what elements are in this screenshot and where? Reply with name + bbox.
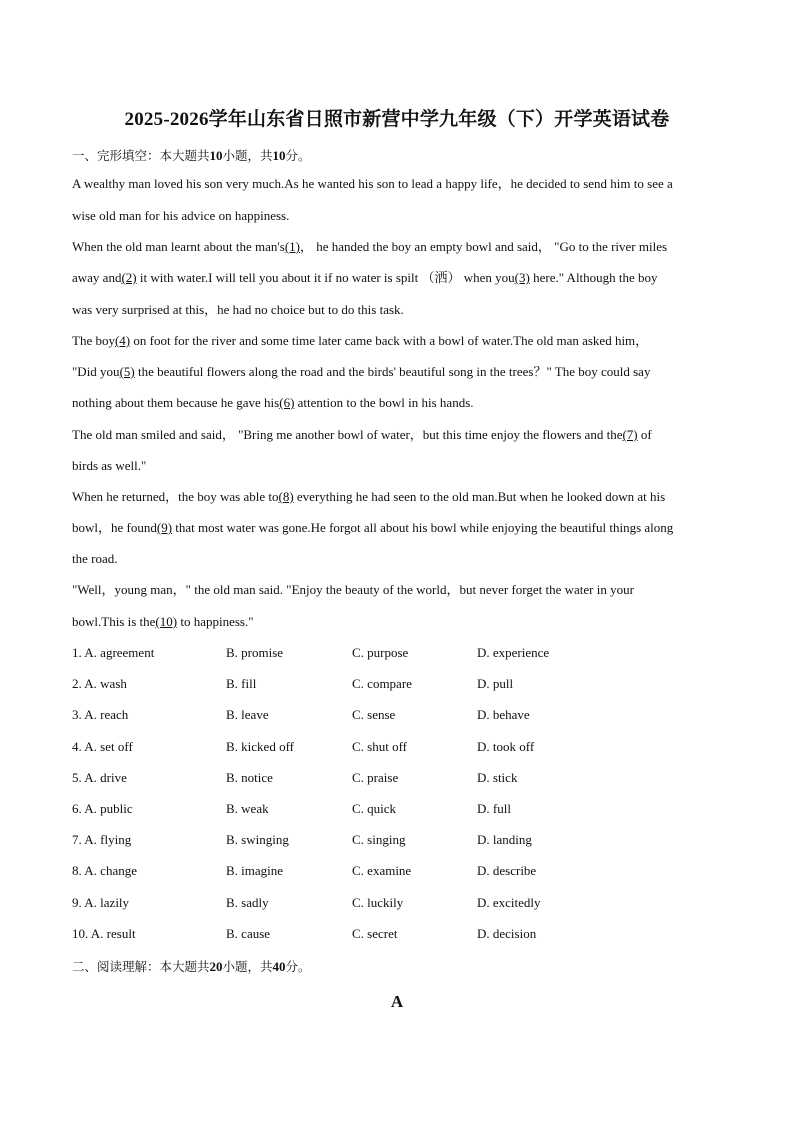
passage-line [72,333,732,349]
option-b: B. fill [226,676,257,692]
blank-marker: (10) [155,614,178,629]
blank-marker: (4) [114,333,131,348]
blank-marker: (6) [279,395,295,410]
option-b: B. kicked off [226,738,294,754]
passage-line [72,302,732,318]
passage-text: of [637,427,652,442]
blank-marker: (5) [119,364,135,379]
option-b: B. cause [226,925,271,941]
option-d: D. decision [477,925,537,941]
option-c: C. compare [352,676,412,692]
passage-text: When he returned，the boy was able to [72,489,279,504]
passage-text: here." Although the boy [529,270,658,285]
option-d: D. took off [477,738,535,754]
passage-line [72,395,732,411]
option-c: C. secret [352,925,398,941]
question-options-row [72,645,732,661]
passage-text: the road. [72,551,118,566]
passage-line [72,520,732,536]
passage-text: nothing about them because he gave his [72,395,280,410]
option-c: C. shut off [352,738,408,754]
option-a: 7. A. flying [72,832,132,848]
passage-text: attention to the bowl in his hands. [294,395,474,410]
passage-line [72,176,732,192]
question-options-row [72,770,732,786]
passage-line [72,208,732,224]
question-options-row [72,926,732,942]
option-a: 10. A. result [72,925,136,941]
passage-text: birds as well." [72,458,147,473]
option-b: B. weak [226,801,269,816]
passage-text: away and [72,270,122,285]
question-options-row [72,676,732,692]
option-a: 1. A. agreement [72,645,155,660]
blank-marker: (3) [514,270,530,285]
option-c: C. luckily [352,894,404,910]
passage-line [72,614,732,630]
passage-text: "Well，young man，" the old man said. "Enjoy the beauty of the world，but never forget the water in your [72,582,634,597]
passage-a-heading: A [390,992,404,1011]
option-d: D. experience [477,645,550,660]
question-options-row [72,895,732,911]
option-b: B. leave [226,707,269,723]
passage-text: to happiness." [177,614,254,629]
question-options-row [72,707,732,723]
option-d: D. pull [477,676,514,692]
passage-text: that most water was gone.He forgot all about his bowl while enjoying the beautiful things along [172,520,674,535]
passage-line [72,458,732,474]
passage-line [72,489,732,505]
option-a: 5. A. drive [72,769,127,785]
option-d: D. landing [477,832,532,848]
passage-line [72,582,732,598]
option-c: C. singing [352,832,406,848]
option-a: 3. A. reach [72,707,129,723]
passage-text: The old man smiled and said， "Bring me another bowl of water，but this time enjoy the flowers and the [72,427,623,442]
blank-marker: (8) [278,489,294,504]
passage-line [72,551,732,567]
page-title: 2025-2026学年山东省日照市新营中学九年级（下）开学英语试卷 [124,109,670,130]
option-b: B. swinging [226,832,289,848]
option-d: D. describe [477,863,537,879]
passage-text: When the old man learnt about the man's [72,239,285,254]
passage-line [72,270,732,286]
option-a: 4. A. set off [72,738,133,754]
option-c: C. quick [352,801,397,816]
passage-text: bowl，he found [72,520,157,535]
passage-text: on foot for the river and some time later came back with a bowl of water.The old man asked him， [130,333,649,348]
option-a: 2. A. wash [72,676,127,692]
passage-text: "Did you [72,364,120,379]
option-d: D. full [477,801,511,816]
passage-line [72,364,732,380]
blank-marker: (2) [121,270,137,285]
passage-text: bowl.This is the [72,614,156,629]
passage-text: everything he had seen to the old man.But when he looked down at his [293,489,666,504]
option-c: C. examine [352,863,412,879]
option-b: B. notice [226,769,273,785]
blank-marker: (9) [156,520,173,535]
option-c: C. praise [352,769,399,785]
passage-text: The boy [72,333,115,348]
question-options-row [72,832,732,848]
option-a: 9. A. lazily [72,894,130,910]
passage-text: it with water.I will tell you about it if no water is spilt （洒） when you [136,270,515,285]
option-b: B. imagine [226,863,284,879]
passage-line [72,239,732,255]
option-d: D. stick [477,769,518,785]
blank-marker: (1) [284,239,300,254]
option-c: C. purpose [352,645,409,660]
section-1-heading: 一、完形填空：本大题共10小题，共10分。 [72,148,311,163]
blank-marker: (7) [622,427,638,442]
option-b: B. promise [226,645,284,660]
section-2-heading: 二、阅读理解：本大题共20小题，共40分。 [72,959,311,974]
passage-text: wise old man for his advice on happiness. [72,208,290,223]
option-d: D. excitedly [477,894,541,910]
passage-text: was very surprised at this，he had no choice but to do this task. [72,302,404,317]
passage-text: A wealthy man loved his son very much.As he wanted his son to lead a happy life，he decided to send him to see a [72,176,673,191]
passage-text: ， he handed the boy an empty bowl and said， "Go to the river miles [299,239,668,254]
option-b: B. sadly [226,894,269,910]
question-options-row [72,863,732,879]
passage-text: the beautiful flowers along the road and the birds' beautiful song in the trees？" The boy could say [134,364,651,379]
option-a: 6. A. public [72,801,133,816]
option-c: C. sense [352,707,396,723]
option-d: D. behave [477,707,530,723]
passage-line [72,427,732,443]
question-options-row [72,801,732,817]
option-a: 8. A. change [72,863,137,879]
question-options-row [72,739,732,755]
